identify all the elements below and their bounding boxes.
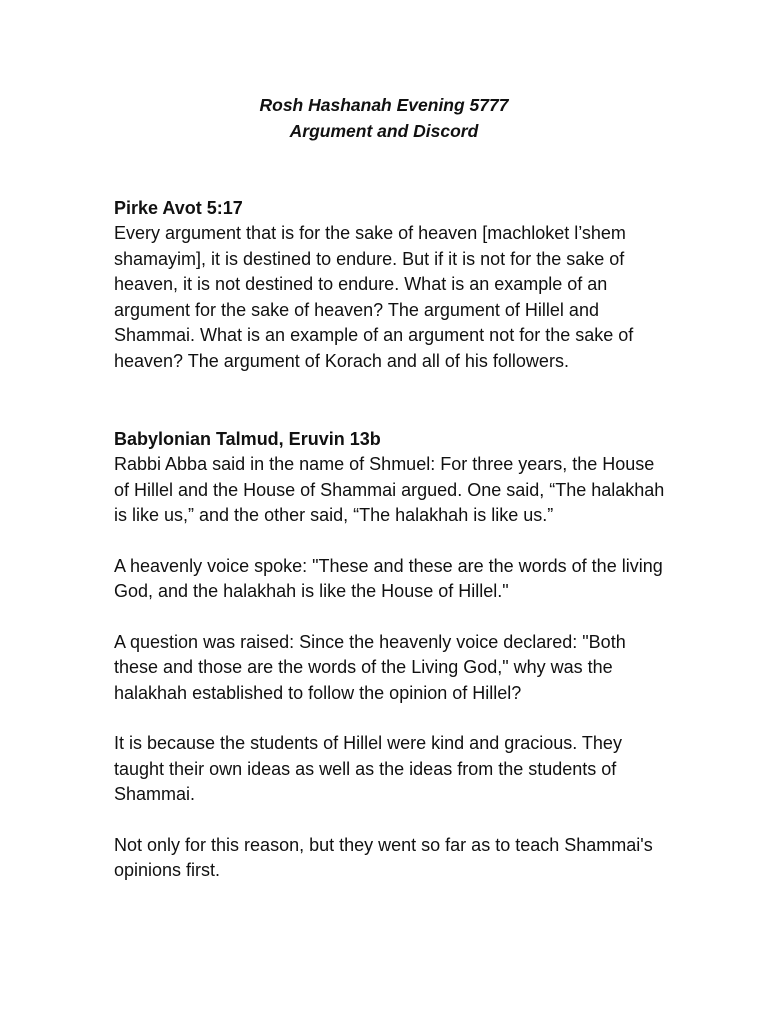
title-line-2: Argument and Discord (289, 121, 479, 141)
paragraph: A heavenly voice spoke: "These and these are the words of the living God, and the halakhah is like the House of Hillel." (114, 555, 663, 601)
spacer (114, 374, 674, 426)
title-line-1: Rosh Hashanah Evening 5777 (259, 95, 509, 115)
spacer (114, 529, 674, 554)
spacer (114, 706, 674, 731)
paragraph: Not only for this reason, but they went so far as to teach Shammai's opinions first. (114, 834, 653, 880)
document-page (114, 92, 674, 884)
section-heading: Pirke Avot 5:17 (114, 198, 243, 218)
paragraph: Rabbi Abba said in the name of Shmuel: For three years, the House of Hillel and the House of Shammai argued. One said, “The halakhah is like us,” and the other said, “The halakhah is like us.” (114, 454, 665, 525)
section-eruvin (114, 426, 674, 884)
paragraph: Every argument that is for the sake of heaven [machloket l’shem shamayim], it is destined to endure. But if it is not for the sake of heaven, it is not destined to endure. What is an example of an argument for the sake of heaven? The argument of Hillel and Shammai. What is an example of an argument not for the sake of heaven? The argument of Korach and all of his followers. (114, 223, 634, 371)
document-title (0, 92, 768, 144)
section-pirke-avot (114, 195, 674, 374)
section-heading: Babylonian Talmud, Eruvin 13b (114, 429, 381, 449)
paragraph: A question was raised: Since the heavenly voice declared: "Both these and those are the words of the Living God," why was the halakhah established to follow the opinion of Hillel? (114, 631, 626, 703)
spacer (114, 808, 674, 833)
spacer (114, 605, 674, 630)
spacer (114, 144, 674, 195)
paragraph: It is because the students of Hillel were kind and gracious. They taught their own ideas as well as the ideas from the students of Shammai. (114, 733, 622, 804)
